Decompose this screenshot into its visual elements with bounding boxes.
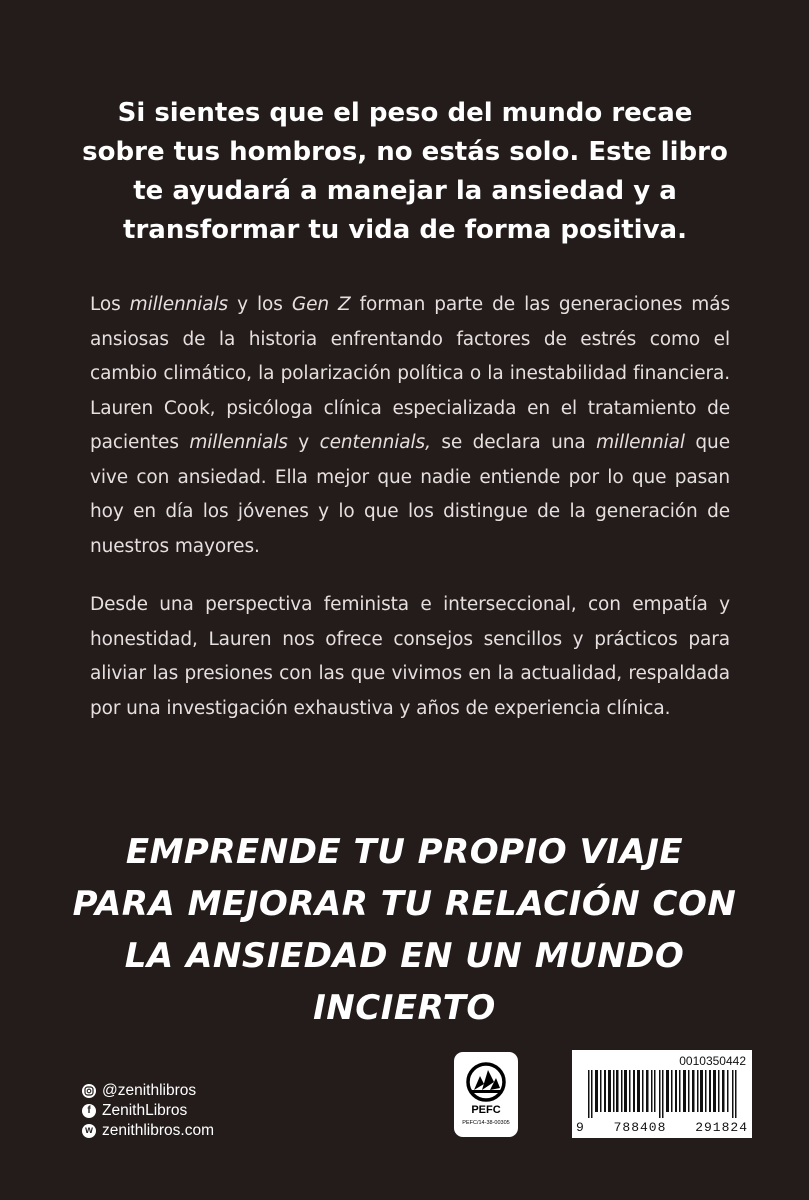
facebook-icon: f	[82, 1104, 96, 1118]
barcode-top-number: 0010350442	[679, 1054, 746, 1068]
web-icon: w	[82, 1124, 96, 1138]
instagram-handle: @zenithlibros	[102, 1082, 197, 1099]
facebook-link[interactable]	[82, 1101, 214, 1121]
instagram-icon	[82, 1084, 96, 1098]
pefc-code: PEFC/14-38-00305	[462, 1120, 510, 1126]
synopsis-paragraph-1: Los millennials y los Gen Z forman parte de las generaciones más ansiosas de la historia enfrentando factores de estrés como el cambio climático, la polarización política o la inestabilidad financiera. Lauren Cook, psicóloga clínica especializada en el tratamiento de pacientes millennials y centennials, se declara una millennial que vive con ansiedad. Ella mejor que nadie entiende por lo que pasan hoy en día los jóvenes y lo que los distingue de la generación de nuestros mayores.	[90, 294, 730, 557]
slogan	[40, 826, 769, 1034]
slogan-line-1: EMPRENDE TU PROPIO VIAJE	[125, 832, 684, 872]
website-url: zenithlibros.com	[102, 1122, 214, 1139]
instagram-link[interactable]	[82, 1081, 214, 1101]
pefc-label: PEFC	[471, 1104, 501, 1116]
slogan-line-2: PARA MEJORAR TU RELACIÓN CON	[72, 884, 737, 924]
back-cover-tagline: Si sientes que el peso del mundo recae sobre tus hombros, no estás solo. Este libro te ayudará a manejar la ansiedad y a transformar tu vida de forma positiva.	[82, 98, 728, 245]
social-links	[82, 1081, 214, 1141]
facebook-handle: ZenithLibros	[102, 1102, 188, 1119]
pefc-certification-logo	[454, 1052, 518, 1137]
slogan-line-3: LA ANSIEDAD EN UN MUNDO INCIERTO	[124, 936, 685, 1028]
isbn-barcode	[572, 1050, 752, 1138]
pefc-tree-icon	[454, 1052, 518, 1104]
website-link[interactable]	[82, 1121, 214, 1141]
barcode-bars	[588, 1070, 738, 1118]
synopsis-paragraph-2: Desde una perspectiva feminista e interseccional, con empatía y honestidad, Lauren nos ofrece consejos sencillos y prácticos para aliviar las presiones con las que vivimos en la actualidad, respaldada por una investigación exhaustiva y años de experiencia clínica.	[90, 594, 730, 719]
isbn-number: 9 788408 291824	[576, 1120, 748, 1135]
